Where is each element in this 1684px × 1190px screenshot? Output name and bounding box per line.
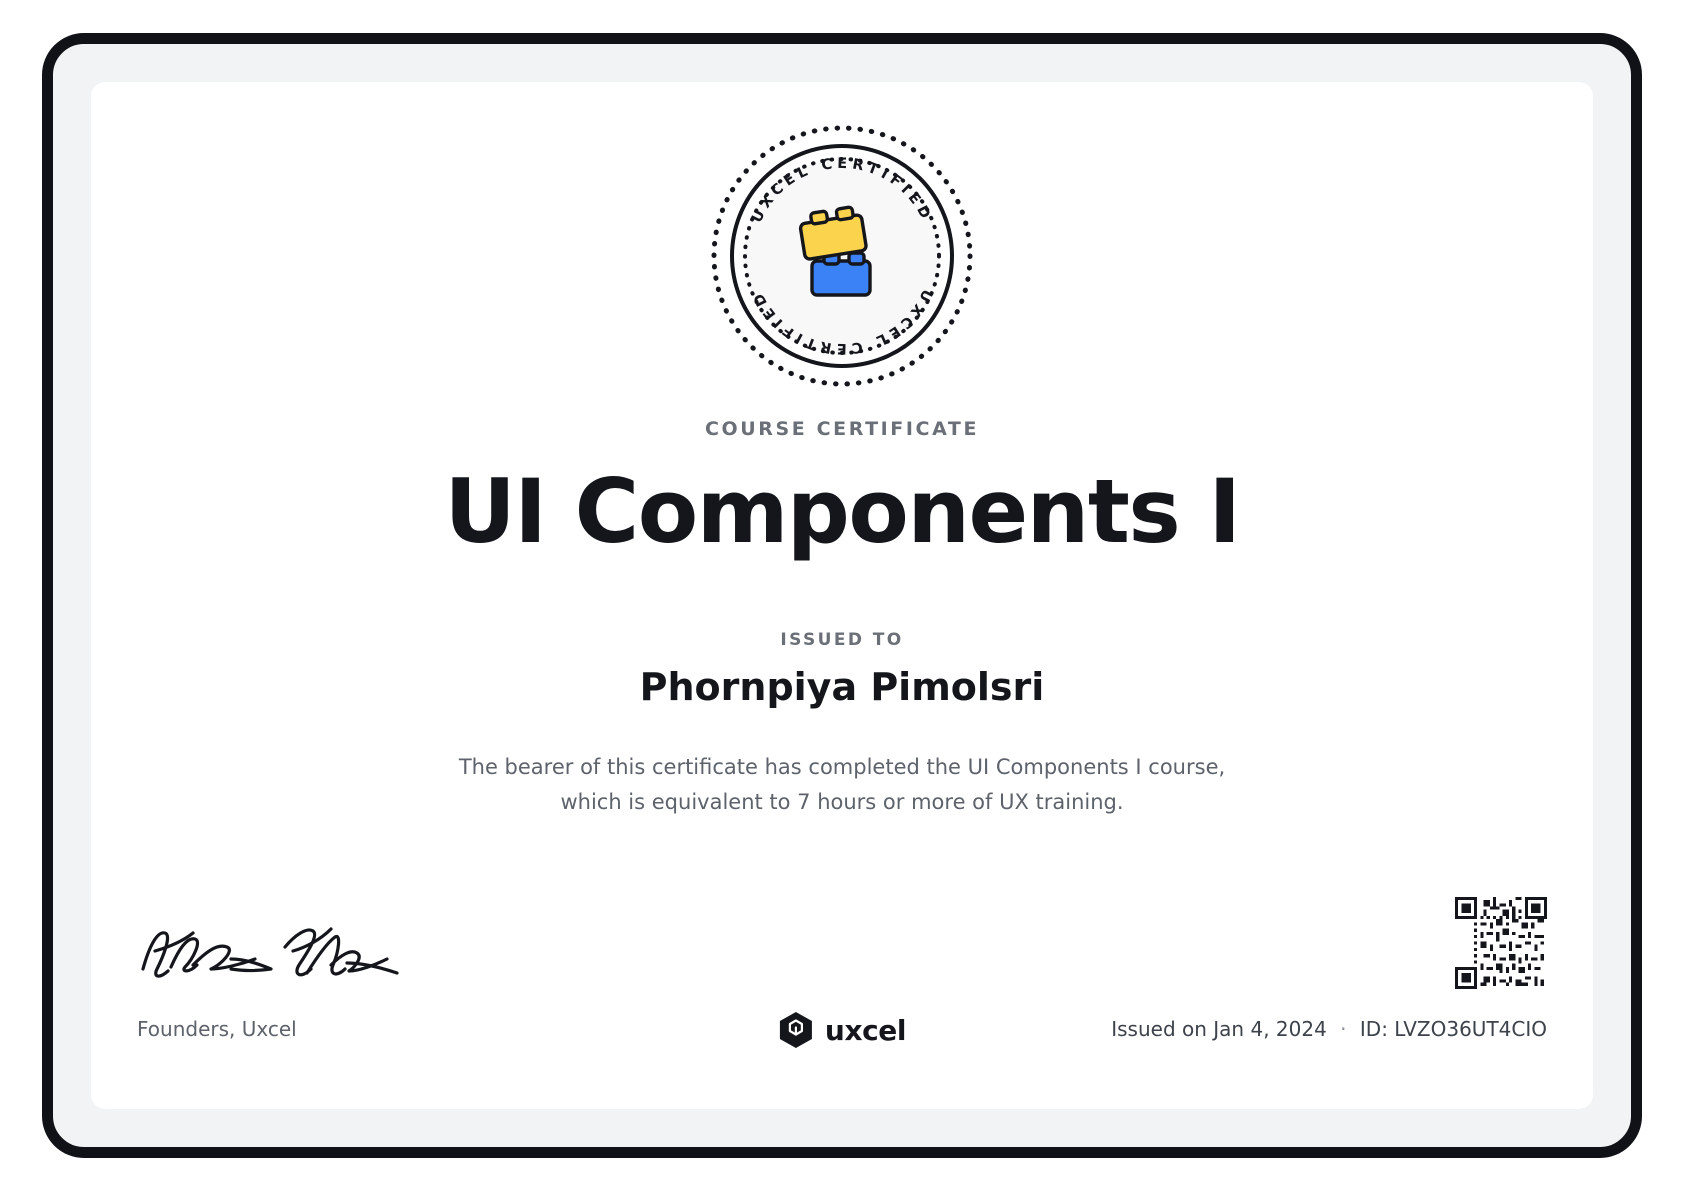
description-line-1: The bearer of this certificate has completed the UI Components I course, <box>458 755 1226 779</box>
qr-code[interactable] <box>1455 897 1547 989</box>
certificate-body <box>91 82 1593 1109</box>
description-line-2: which is equivalent to 7 hours or more of UX training. <box>560 789 1124 814</box>
brand-logo <box>778 1011 906 1049</box>
certificate-description <box>392 750 1292 819</box>
certificate-kicker: COURSE CERTIFICATE <box>704 418 980 440</box>
uxcel-hexagon-icon <box>778 1011 814 1049</box>
recipient-name: Phornpiya Pimolsri <box>639 665 1045 709</box>
issue-separator: · <box>1340 1017 1347 1041</box>
issue-info <box>1111 1017 1547 1041</box>
svg-text:UXCEL CERTIFIED: UXCEL CERTIFIED <box>749 155 935 226</box>
certificate-frame <box>42 33 1642 1158</box>
issue-date: Issued on Jan 4, 2024 <box>1111 1017 1327 1041</box>
certification-seal <box>706 120 978 392</box>
brand-name: uxcel <box>824 1013 907 1047</box>
svg-text:UXCEL CERTIFIED: UXCEL CERTIFIED <box>749 286 935 357</box>
signature-caption: Founders, Uxcel <box>137 1017 297 1041</box>
signature-icon <box>135 907 435 997</box>
certificate-id: ID: LVZO36UT4CIO <box>1359 1017 1547 1041</box>
issued-to-label: ISSUED TO <box>780 630 904 650</box>
page-title: UI Components I <box>444 460 1240 563</box>
